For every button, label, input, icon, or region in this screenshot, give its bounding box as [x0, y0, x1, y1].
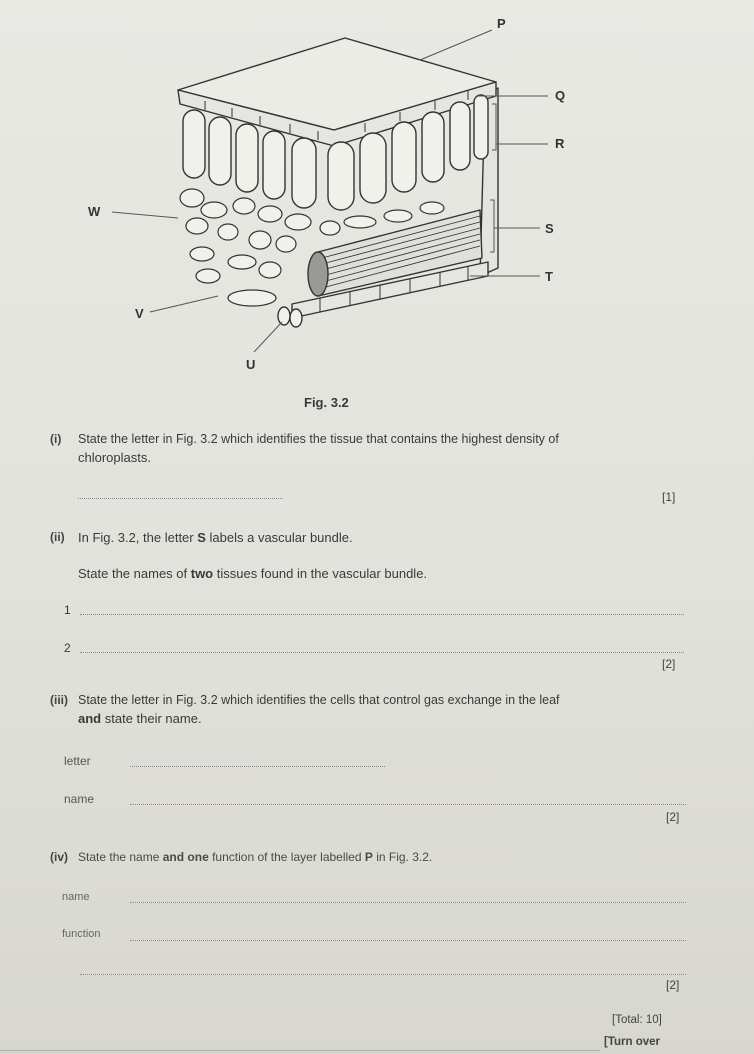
q-iv-function-answer-line-1[interactable] [130, 940, 686, 941]
q-ii-text1-post: labels a vascular bundle. [205, 530, 353, 545]
q-i-text-line1: State the letter in Fig. 3.2 which identifies the tissue that contains the highest density of [78, 432, 559, 446]
turn-over: [Turn over [604, 1036, 661, 1048]
q-i-answer-line[interactable] [78, 498, 283, 499]
q-iv-text-mid: function of the layer labelled [208, 850, 365, 864]
footer-rule [0, 1050, 600, 1051]
q-iii-text2-bold: and [78, 711, 102, 726]
label-p: P [497, 16, 506, 31]
q-iv-text-bold1: and one [162, 850, 209, 864]
q-iii-text-line1: State the letter in Fig. 3.2 which identifies the cells that control gas exchange in the leaf [78, 693, 560, 707]
q-iv-name-label: name [62, 891, 90, 903]
total-marks: [Total: 10] [612, 1014, 662, 1026]
guard-cell-left [278, 307, 290, 325]
q-ii-text2-bold: two [190, 566, 214, 581]
label-s: S [545, 221, 554, 236]
q-iii-letter-label: letter [64, 754, 91, 768]
figure-caption: Fig. 3.2 [304, 395, 349, 410]
q-i-number: (i) [50, 432, 62, 446]
vascular-end [308, 252, 328, 296]
label-u: U [246, 357, 256, 372]
q-iii-name-label: name [64, 792, 95, 806]
q-iii-number: (iii) [50, 693, 68, 707]
q-iv-text [78, 850, 432, 864]
q-iii-letter-answer-line[interactable] [130, 766, 385, 767]
q-ii-item2-number: 2 [64, 641, 71, 655]
label-t: T [545, 269, 553, 284]
q-ii-answer-line-2[interactable] [80, 652, 684, 653]
q-ii-text2-post: tissues found in the vascular bundle. [213, 566, 428, 581]
leaf-diagram [0, 0, 754, 400]
q-ii-number: (ii) [50, 530, 65, 544]
label-w: W [88, 204, 101, 219]
q-iv-text-post: in Fig. 3.2. [372, 850, 433, 864]
q-iv-function-label: function [62, 928, 101, 940]
q-ii-answer-line-1[interactable] [80, 614, 684, 615]
q-ii-text1-bold: S [197, 530, 206, 545]
q-i-marks: [1] [662, 490, 676, 504]
q-iv-number: (iv) [50, 850, 68, 864]
q-iii-marks: [2] [666, 810, 680, 824]
label-r: R [555, 136, 565, 151]
q-ii-text-line2 [78, 566, 427, 581]
q-iii-text2-post: state their name. [101, 711, 202, 726]
guard-cell-right [290, 309, 302, 327]
q-iv-function-answer-line-2[interactable] [80, 974, 686, 975]
label-v: V [135, 306, 144, 321]
q-iv-name-answer-line[interactable] [130, 902, 686, 903]
q-ii-text2-pre: State the names of [78, 566, 191, 581]
q-ii-item1-number: 1 [64, 603, 71, 617]
q-i-text-line2: chloroplasts. [78, 450, 151, 465]
label-q: Q [555, 88, 566, 103]
q-iii-name-answer-line[interactable] [130, 804, 686, 805]
q-iii-text-line2 [78, 711, 202, 726]
q-ii-marks: [2] [662, 657, 676, 671]
q-iv-marks: [2] [666, 978, 680, 992]
q-ii-text1-pre: In Fig. 3.2, the letter [78, 530, 198, 545]
q-iv-text-pre: State the name [78, 850, 163, 864]
q-iv-text-bold2: P [364, 850, 373, 864]
q-ii-text-line1 [78, 530, 353, 545]
